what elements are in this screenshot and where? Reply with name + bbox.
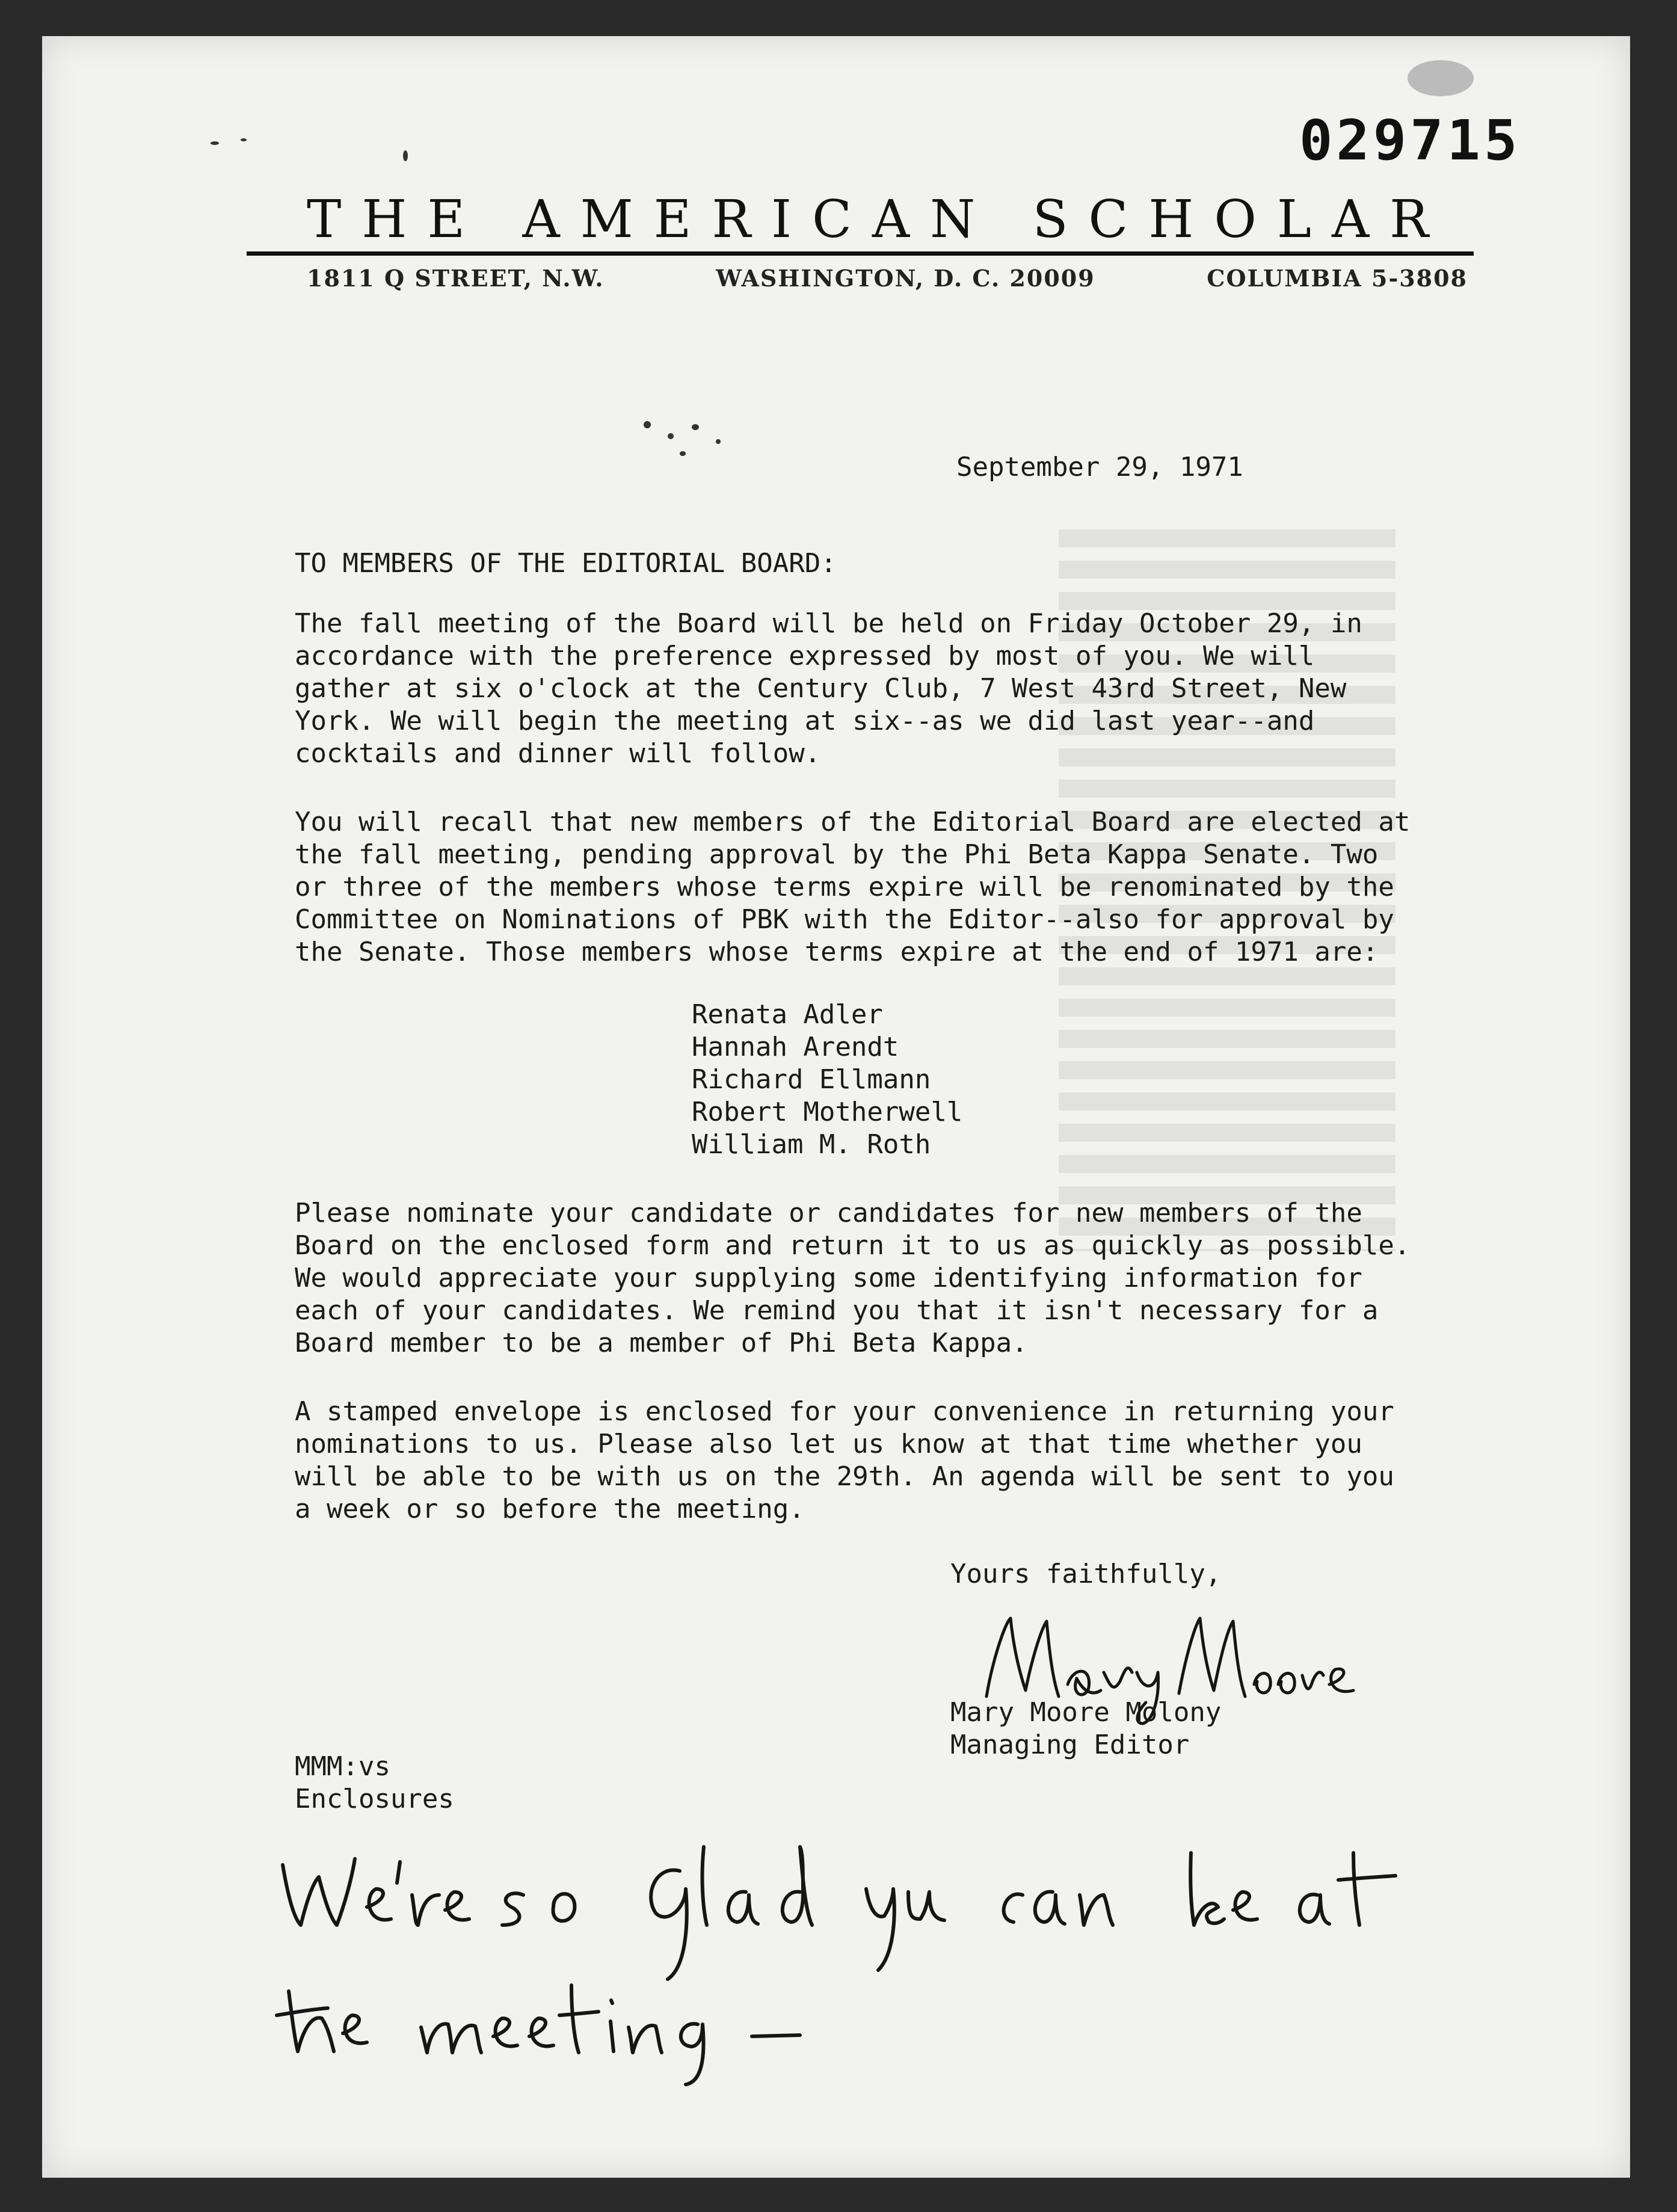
member-name: William M. Roth: [692, 1129, 931, 1160]
masthead-phone: COLUMBIA 5-3808: [1207, 265, 1468, 292]
member-name: Robert Motherwell: [692, 1097, 963, 1127]
paper-speck: [680, 451, 686, 456]
masthead-address-line: [307, 265, 1468, 292]
paper-speck: [211, 141, 219, 145]
paper-speck: [668, 433, 674, 439]
masthead-city: WASHINGTON, D. C. 20009: [716, 265, 1095, 292]
letter-date: September 29, 1971: [956, 452, 1243, 482]
closing-phrase: Yours faithfully,: [950, 1559, 1222, 1589]
signer-title: Managing Editor: [950, 1730, 1190, 1760]
paper-speck: [644, 421, 651, 428]
paper-speck: [403, 150, 408, 161]
document-id-stamp: 029715: [1299, 108, 1521, 173]
paragraph-nominations: Please nominate your candidate or candidates for new members of the Board on the enclosed form and return it to us as quickly as possible. We would appreciate your supplying some identifying information for each of your candidates. We remind you that it isn't necessary for a Board member to be a member of Phi Beta Kappa.: [295, 1198, 1411, 1358]
signer-name: Mary Moore Molony: [950, 1697, 1222, 1728]
member-name: Hannah Arendt: [692, 1032, 899, 1062]
paragraph-meeting: The fall meeting of the Board will be held on Friday October 29, in accordance with the preference expressed by most of you. We will gather at six o'clock at the Century Club, 7 West 43rd Street, New York. We will begin the meeting at six--as we did last year--and cocktails and dinner will follow.: [295, 608, 1362, 769]
masthead-rule: [247, 251, 1474, 256]
enclosures-note: Enclosures: [295, 1784, 454, 1814]
member-name: Renata Adler: [692, 999, 883, 1030]
paragraph-elections: You will recall that new members of the Editorial Board are elected at the fall meeting, pending approval by the Phi Beta Kappa Senate. Two or three of the members whose terms expire will be renominated by the Committee on Nominations of PBK with the Editor--also for approval by the Senate. Those members whose terms expire at the end of 1971 are:: [295, 807, 1411, 967]
masthead-street: 1811 Q STREET, N.W.: [307, 265, 605, 292]
paragraph-envelope: A stamped envelope is enclosed for your convenience in returning your nominations to us. Please also let us know at that time whether you will be able to be with us on the 29th. An agenda will be sent to you a week or so before the meeting.: [295, 1396, 1394, 1524]
reference-initials-block: [295, 1751, 454, 1816]
expiring-members-list: [692, 999, 962, 1161]
salutation: TO MEMBERS OF THE EDITORIAL BOARD:: [295, 548, 837, 579]
paper-speck: [692, 424, 699, 430]
handwritten-note: [271, 1835, 1414, 2087]
paper-speck: [241, 138, 247, 141]
paper-speck: [716, 439, 721, 444]
letter-page: [42, 36, 1630, 2178]
signer-block: [950, 1696, 1221, 1761]
member-name: Richard Ellmann: [692, 1064, 931, 1095]
paper-speck: [1408, 60, 1474, 96]
masthead-title: THE AMERICAN SCHOLAR: [307, 189, 1449, 250]
reference-initials: MMM:vs: [295, 1751, 390, 1782]
